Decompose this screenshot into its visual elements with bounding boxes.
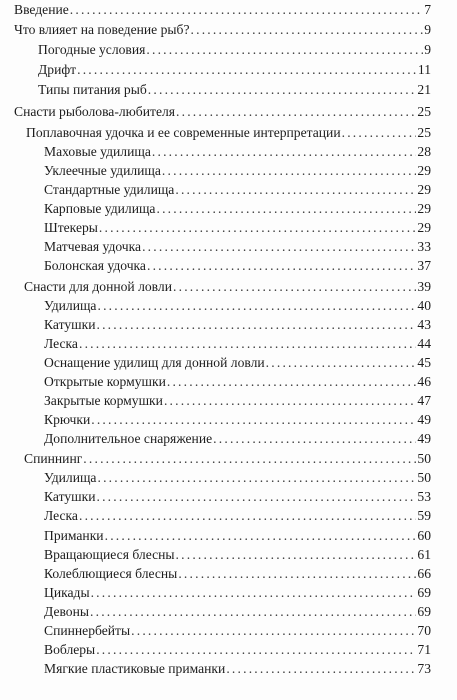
toc-entry <box>14 2 431 18</box>
toc-entry <box>44 317 431 333</box>
toc-entry-page: 61 <box>417 547 431 562</box>
dot-leader <box>97 298 416 314</box>
dot-leader <box>213 431 416 447</box>
toc-entry-page: 66 <box>417 566 431 581</box>
dot-leader <box>142 239 416 255</box>
toc-entry-title: Девоны <box>44 604 90 619</box>
dot-leader <box>173 279 416 295</box>
toc-entry-page: 11 <box>417 62 431 77</box>
dot-leader <box>105 528 417 544</box>
toc-entry-page: 40 <box>417 298 431 313</box>
dot-leader <box>147 258 416 274</box>
toc-entry <box>44 566 431 582</box>
toc-entry-title: Спиннербейты <box>44 623 131 638</box>
toc-entry-title: Уклеечные удилища <box>44 163 161 178</box>
toc-entry-page: 39 <box>417 279 431 294</box>
toc-entry-page: 71 <box>417 642 431 657</box>
toc-entry-page: 50 <box>417 451 431 466</box>
toc-entry <box>44 528 431 544</box>
toc-entry-title: Мягкие пластиковые приманки <box>44 661 226 676</box>
toc-entry <box>38 42 431 58</box>
toc-entry <box>44 642 431 658</box>
toc-entry-page: 69 <box>417 585 431 600</box>
toc-entry <box>14 104 431 120</box>
dot-leader <box>175 182 416 198</box>
dot-leader <box>91 585 417 601</box>
toc-entry <box>44 201 431 217</box>
toc-entry-page: 37 <box>417 258 431 273</box>
toc-entry <box>44 144 431 160</box>
toc-entry-page: 25 <box>417 104 431 119</box>
dot-leader <box>176 104 416 120</box>
dot-leader <box>164 393 416 409</box>
toc-entry-page: 29 <box>417 201 431 216</box>
toc-entry-title: Что влияет на поведение рыб? <box>14 22 190 37</box>
dot-leader <box>156 201 416 217</box>
dot-leader <box>148 82 417 98</box>
toc-entry-title: Карповые удилища <box>44 201 156 216</box>
toc-entry-title: Снасти рыболова-любителя <box>14 104 176 119</box>
toc-entry <box>44 182 431 198</box>
toc-entry <box>24 451 431 467</box>
toc-entry-title: Введение <box>14 2 69 17</box>
dot-leader <box>152 144 417 160</box>
toc-entry <box>44 585 431 601</box>
dot-leader <box>178 566 416 582</box>
dot-leader <box>167 374 417 390</box>
toc-entry-title: Вращающиеся блесны <box>44 547 175 562</box>
toc-entry-title: Погодные условия <box>38 42 146 57</box>
toc-entry-title: Воблеры <box>44 642 96 657</box>
toc-entry-page: 29 <box>417 220 431 235</box>
dot-leader <box>90 604 416 620</box>
dot-leader <box>77 62 417 78</box>
toc-entry <box>44 623 431 639</box>
toc-entry <box>44 431 431 447</box>
dot-leader <box>96 317 416 333</box>
toc-entry <box>44 393 431 409</box>
toc-entry-page: 29 <box>417 163 431 178</box>
dot-leader <box>146 42 423 58</box>
toc-entry <box>44 661 431 677</box>
toc-entry-title: Крючки <box>44 412 91 427</box>
toc-entry <box>24 279 431 295</box>
toc-entry <box>44 547 431 563</box>
dot-leader <box>266 355 417 371</box>
toc-entry-title: Оснащение удилищ для донной ловли <box>44 355 265 370</box>
dot-leader <box>162 163 416 179</box>
toc-entry <box>44 220 431 236</box>
dot-leader <box>191 22 424 38</box>
toc-entry-title: Болонская удочка <box>44 258 146 273</box>
toc-entry <box>44 489 431 505</box>
toc-entry-page: 21 <box>417 82 431 97</box>
dot-leader <box>342 125 417 141</box>
dot-leader <box>97 470 416 486</box>
toc-entry <box>44 239 431 255</box>
toc-entry <box>44 470 431 486</box>
toc-entry-title: Удилища <box>44 298 97 313</box>
toc-entry-page: 28 <box>417 144 431 159</box>
toc-entry-page: 47 <box>417 393 431 408</box>
toc-entry-title: Удилища <box>44 470 97 485</box>
toc-entry-title: Типы питания рыб <box>38 82 147 97</box>
toc-entry-title: Дрифт <box>38 62 77 77</box>
toc-entry-page: 59 <box>417 508 431 523</box>
toc-entry-title: Спиннинг <box>24 451 83 466</box>
toc-entry-page: 45 <box>417 355 431 370</box>
toc-entry <box>44 412 431 428</box>
dot-leader <box>79 336 416 352</box>
toc-entry-page: 29 <box>417 182 431 197</box>
toc-entry-title: Поплавочная удочка и ее современные интерпретации <box>26 125 341 140</box>
toc-entry-title: Катушки <box>44 489 96 504</box>
toc-entry-page: 49 <box>417 412 431 427</box>
dot-leader <box>99 220 416 236</box>
toc-entry <box>44 604 431 620</box>
toc-entry-page: 70 <box>417 623 431 638</box>
dot-leader <box>96 489 416 505</box>
toc-entry <box>44 374 431 390</box>
toc-entry-title: Закрытые кормушки <box>44 393 163 408</box>
toc-entry-title: Дополнительное снаряжение <box>44 431 213 446</box>
toc-entry-page: 46 <box>417 374 431 389</box>
dot-leader <box>83 451 416 467</box>
toc-entry-page: 49 <box>417 431 431 446</box>
dot-leader <box>131 623 416 639</box>
toc-entry-page: 73 <box>417 661 431 676</box>
toc-entry-title: Цикады <box>44 585 90 600</box>
toc-entry-page: 60 <box>417 528 431 543</box>
toc-entry-title: Приманки <box>44 528 104 543</box>
toc-entry-page: 50 <box>417 470 431 485</box>
toc-entry-title: Штекеры <box>44 220 98 235</box>
toc-entry <box>38 62 431 78</box>
toc-entry-title: Снасти для донной ловли <box>24 279 172 294</box>
toc-entry-page: 69 <box>417 604 431 619</box>
toc-entry-page: 9 <box>424 22 431 37</box>
toc-entry-page: 44 <box>417 336 431 351</box>
toc-entry-page: 7 <box>424 2 431 17</box>
toc-entry-title: Леска <box>44 336 78 351</box>
dot-leader <box>226 661 416 677</box>
dot-leader <box>96 642 416 658</box>
toc-entry-title: Маховые удилища <box>44 144 151 159</box>
toc-entry <box>44 298 431 314</box>
toc-entry-page: 43 <box>417 317 431 332</box>
toc-entry-title: Открытые кормушки <box>44 374 166 389</box>
toc-entry <box>44 355 431 371</box>
toc-entry-title: Колеблющиеся блесны <box>44 566 178 581</box>
toc-entry <box>44 508 431 524</box>
toc-entry-title: Катушки <box>44 317 96 332</box>
toc-entry <box>14 22 431 38</box>
toc-entry <box>44 258 431 274</box>
toc-entry-title: Матчевая удочка <box>44 239 142 254</box>
toc-entry-page: 53 <box>417 489 431 504</box>
toc-entry <box>44 163 431 179</box>
dot-leader <box>79 508 416 524</box>
toc-entry-title: Стандартные удилища <box>44 182 175 197</box>
toc-entry <box>38 82 431 98</box>
toc-entry <box>26 125 431 141</box>
toc-entry-page: 25 <box>417 125 431 140</box>
dot-leader <box>70 2 423 18</box>
toc-entry-title: Леска <box>44 508 78 523</box>
dot-leader <box>176 547 417 563</box>
dot-leader <box>91 412 416 428</box>
toc-entry-page: 33 <box>417 239 431 254</box>
toc-entry-page: 9 <box>424 42 431 57</box>
toc-entry <box>44 336 431 352</box>
